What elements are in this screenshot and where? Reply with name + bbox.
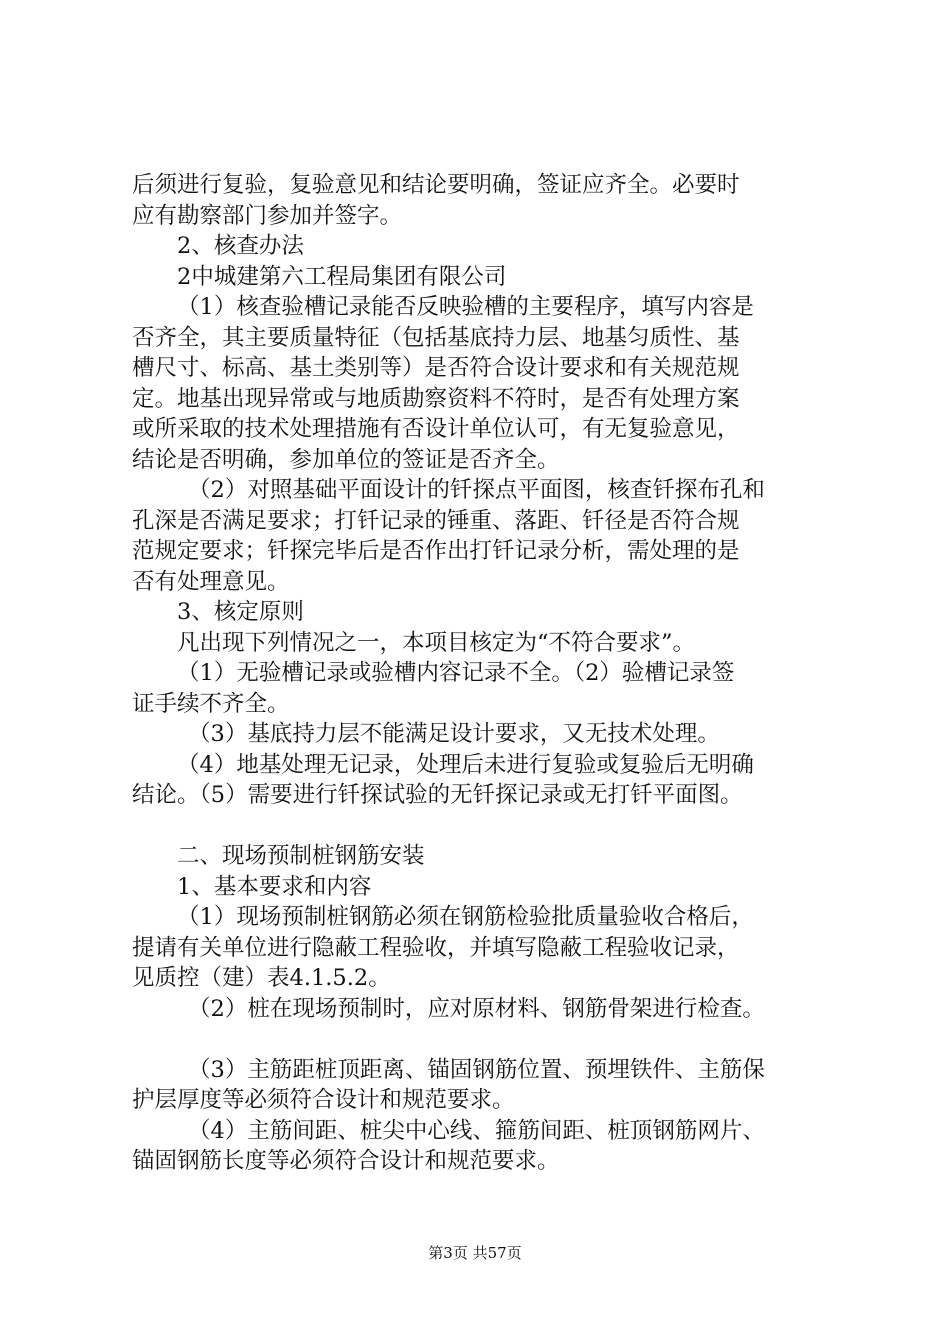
document-body — [132, 170, 832, 1177]
text-line: 凡出现下列情况之一，本项目核定为“不符合要求”。 — [177, 629, 696, 656]
text-line: 锚固钢筋长度等必须符合设计和规范要求。 — [132, 1148, 560, 1174]
text-line: 护层厚度等必须符合设计和规范要求。 — [132, 1087, 515, 1113]
text-line: （4）主筋间距、桩尖中心线、箍筋间距、桩顶钢筋网片、 — [188, 1117, 765, 1144]
text-line: 后须进行复验，复验意见和结论要明确，签证应齐全。必要时 — [132, 172, 740, 198]
text-line: （3）基底持力层不能满足设计要求，又无技术处理。 — [188, 721, 720, 747]
text-line: 结论。（5）需要进行钎探试验的无钎探记录或无打钎平面图。 — [132, 782, 743, 808]
text-line: 2中城建第六工程局集团有限公司 — [177, 263, 507, 290]
text-line: 定。地基出现异常或与地质勘察资料不符时，是否有处理方案 — [132, 385, 740, 412]
text-line: 结论是否明确，参加单位的签证是否齐全。 — [132, 446, 560, 473]
text-line: 见质控（建）表4.1.5.2。 — [132, 965, 391, 991]
section-heading: 二、现场预制桩钢筋安装 — [177, 843, 425, 869]
text-line: 应有勘察部门参加并签字。 — [132, 202, 403, 229]
text-line: 提请有关单位进行隐蔽工程验收，并填写隐蔽工程验收记录， — [132, 934, 740, 961]
text-line: 或所采取的技术处理措施有否设计单位认可，有无复验意见， — [132, 416, 740, 442]
text-line: 孔深是否满足要求；打钎记录的锤重、落距、钎径是否符合规 — [132, 507, 740, 534]
section-heading: 2、核查办法 — [177, 233, 304, 259]
text-line: （3）主筋距桩顶距离、锚固钢筋位置、预埋铁件、主筋保 — [188, 1056, 765, 1083]
text-line: （2）对照基础平面设计的钎探点平面图，核查钎探布孔和 — [188, 477, 765, 503]
section-heading: 3、核定原则 — [177, 599, 304, 625]
text-line: （1）核查验槽记录能否反映验槽的主要程序，填写内容是 — [177, 294, 754, 320]
text-line: 否齐全，其主要质量特征（包括基底持力层、地基匀质性、基 — [132, 324, 740, 351]
text-line: 槽尺寸、标高、基土类别等）是否符合设计要求和有关规范规 — [132, 355, 740, 381]
text-line: （2）桩在现场预制时，应对原材料、钢筋骨架进行检查。 — [188, 995, 765, 1022]
text-line: 证手续不齐全。 — [132, 690, 290, 717]
text-line: 否有处理意见。 — [132, 568, 290, 595]
text-line: （1）无验槽记录或验槽内容记录不全。（2）验槽记录签 — [177, 660, 735, 686]
text-line: （4）地基处理无记录，处理后未进行复验或复验后无明确 — [177, 751, 754, 778]
page-number-footer: 第3页 共57页 — [428, 1244, 522, 1262]
text-line: （1）现场预制桩钢筋必须在钢筋检验批质量验收合格后， — [177, 904, 754, 930]
paragraph-gap — [132, 811, 832, 842]
text-line: 范规定要求；钎探完毕后是否作出打钎记录分析，需处理的是 — [132, 538, 740, 564]
paragraph-gap — [132, 1024, 832, 1055]
section-heading: 1、基本要求和内容 — [177, 873, 372, 900]
